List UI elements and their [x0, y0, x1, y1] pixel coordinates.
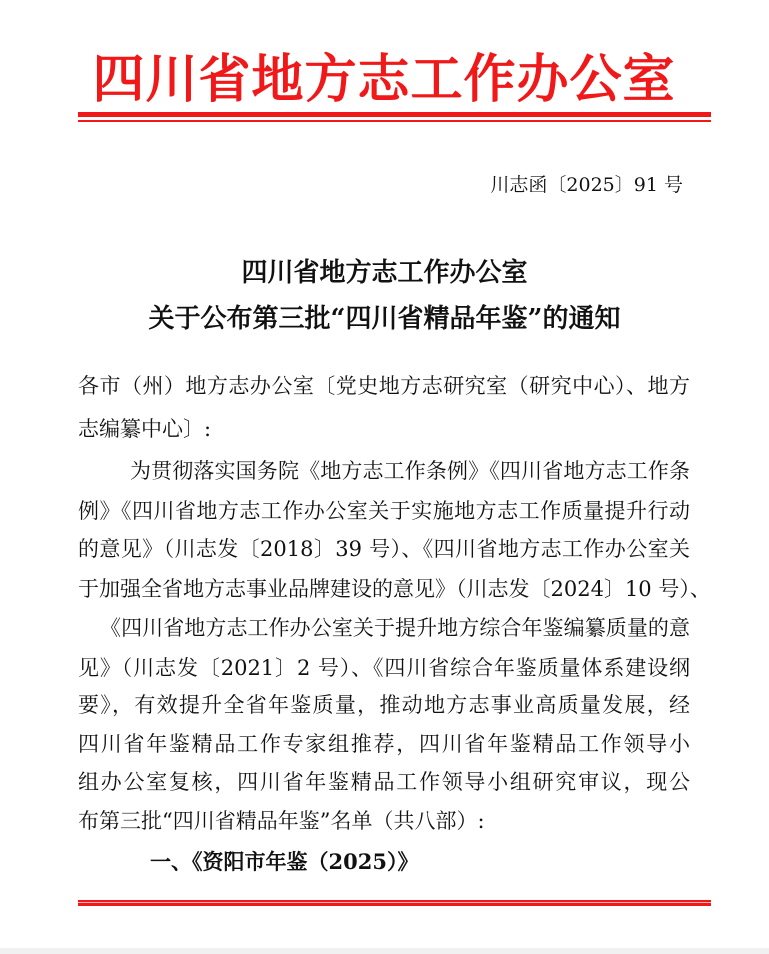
masthead-title: 四川省地方志工作办公室 [92, 49, 676, 110]
body-line: 组办公室复核，四川省年鉴精品工作领导小组研究审议，现公 [78, 770, 690, 794]
footer-rule [78, 900, 711, 906]
body-line: 四川省年鉴精品工作专家组推荐，四川省年鉴精品工作领导小 [78, 732, 690, 756]
body-line: 的意见》（川志发〔2018〕39 号）、《四川省地方志工作办公室关 [78, 537, 690, 561]
body-line: 布第三批“四川省精品年鉴”名单（共八部）: [78, 809, 485, 833]
body-line: 《四川省地方志工作办公室关于提升地方综合年鉴编纂质量的意 [100, 616, 690, 640]
body-line: 要》，有效提升全省年鉴质量，推动地方志事业高质量发展，经 [78, 693, 690, 717]
body-line: 为贯彻落实国务院《地方志工作条例》《四川省地方志工作条 [130, 459, 690, 483]
title-line-2: 关于公布第三批“四川省精品年鉴”的通知 [148, 304, 621, 334]
masthead-rule-thin [78, 120, 711, 122]
list-item-1: 一、《资阳市年鉴（2025）》 [150, 849, 419, 874]
body-line: 于加强全省地方志事业品牌建设的意见》（川志发〔2024〕10 号）、 [78, 577, 711, 601]
body-line: 志编纂中心〕: [78, 417, 212, 441]
document-number: 川志函〔2025〕91 号 [490, 174, 683, 196]
body-line: 见》（川志发〔2021〕2 号）、《四川省综合年鉴质量体系建设纲 [78, 656, 690, 680]
title-line-1: 四川省地方志工作办公室 [241, 258, 528, 288]
masthead-rule-thick [78, 112, 711, 117]
body-line: 例》《四川省地方志工作办公室关于实施地方志工作质量提升行动 [78, 499, 690, 523]
body-line: 各市（州）地方志办公室〔党史地方志研究室（研究中心）、地方 [78, 374, 690, 398]
